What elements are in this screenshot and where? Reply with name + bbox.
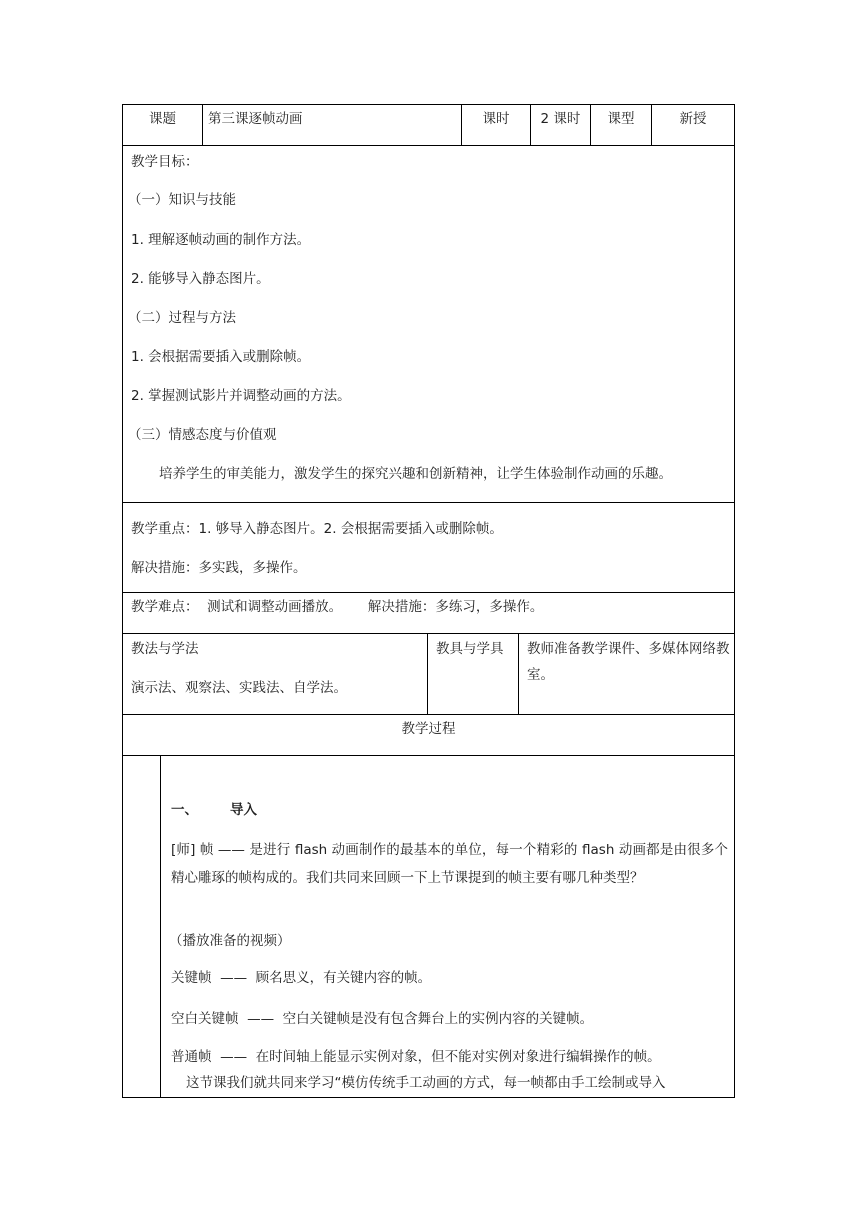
key-points-line: 教学重点：1. 够导入静态图片。2. 会根据需要插入或删除帧。: [131, 521, 503, 537]
objectives-item: 2. 能够导入静态图片。: [131, 271, 270, 287]
type-value: 新授: [679, 111, 707, 127]
col-divider: [518, 633, 519, 714]
objectives-section-attitude: （三）情感态度与价值观: [128, 427, 277, 443]
row-divider: [122, 714, 735, 715]
process-heading-number: 一、: [171, 802, 198, 818]
objectives-section-process: （二）过程与方法: [128, 310, 236, 326]
type-label: 课型: [607, 111, 635, 127]
col-divider: [202, 104, 203, 145]
objectives-paragraph: 培养学生的审美能力，激发学生的探究兴趣和创新精神，让学生体验制作动画的乐趣。: [159, 466, 672, 482]
process-heading-text: 导入: [230, 802, 257, 818]
row-divider: [122, 145, 735, 146]
table-border-top: [122, 104, 735, 105]
objectives-item: 1. 理解逐帧动画的制作方法。: [131, 232, 311, 248]
tools-value: 教师准备教学课件、多媒体网络教室。: [527, 641, 730, 684]
frame-type-blank-keyframe: 空白关键帧 —— 空白关键帧是没有包含舞台上的实例内容的关键帧。: [171, 1011, 594, 1027]
frame-type-normal-frame: 普通帧 —— 在时间轴上能显示实例对象，但不能对实例对象进行编辑操作的帧。: [171, 1049, 661, 1065]
process-title: 教学过程: [401, 721, 456, 737]
hours-label: 课时: [482, 111, 510, 127]
objectives-item: 1. 会根据需要插入或删除帧。: [131, 349, 311, 365]
frame-type-keyframe: 关键帧 —— 顾名思义，有关键内容的帧。: [171, 970, 432, 986]
subject-label: 课题: [149, 111, 176, 127]
col-divider: [160, 755, 161, 1097]
table-border-left: [122, 104, 123, 1098]
table-border-right: [734, 104, 735, 1098]
row-divider: [122, 592, 735, 593]
process-lesson-intro: 这节课我们就共同来学习“模仿传统手工动画的方式，每一帧都由手工绘制或导入: [186, 1075, 666, 1091]
row-divider: [122, 502, 735, 503]
methods-value: 演示法、观察法、实践法、自学法。: [131, 680, 347, 696]
col-divider: [427, 633, 428, 714]
row-divider: [122, 755, 735, 756]
tools-label: 教具与学具: [436, 641, 504, 657]
objectives-title: 教学目标：: [131, 154, 199, 170]
methods-label: 教法与学法: [131, 641, 199, 657]
row-divider: [122, 633, 735, 634]
subject-value: 第三课逐帧动画: [208, 111, 303, 127]
hours-value: 2 课时: [540, 111, 581, 127]
difficulties-line: 教学难点： 测试和调整动画播放。 解决措施：多练习，多操作。: [131, 599, 544, 615]
objectives-item: 2. 掌握测试影片并调整动画的方法。: [131, 388, 351, 404]
process-play-video: （播放准备的视频）: [169, 933, 291, 949]
key-points-solution: 解决措施：多实践，多操作。: [131, 560, 307, 576]
table-border-bottom: [122, 1097, 735, 1098]
process-intro-paragraph: [师] 帧 —— 是进行 flash 动画制作的最基本的单位，每一个精彩的 flash 动画都是由很多个精心雕琢的帧构成的。我们共同来回顾一下上节课提到的帧主要有哪几种类型？: [171, 842, 728, 886]
objectives-section-knowledge: （一）知识与技能: [128, 192, 236, 208]
